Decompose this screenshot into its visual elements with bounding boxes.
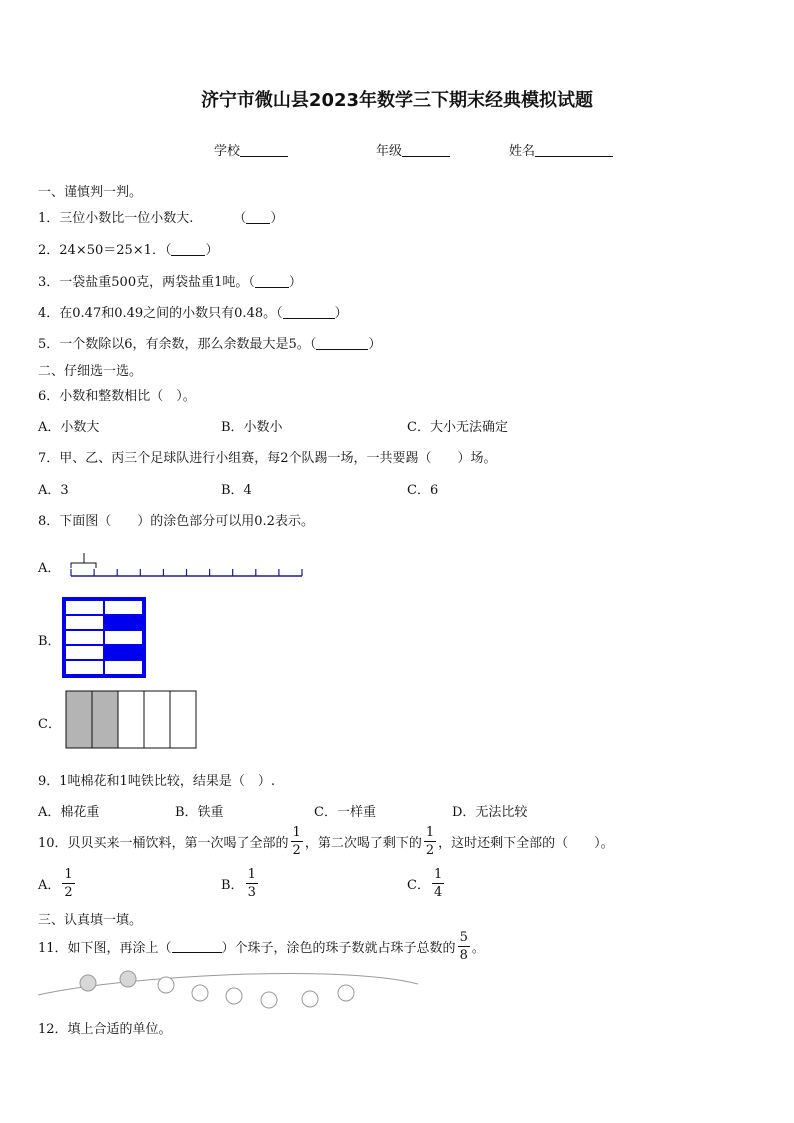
q4-text: 4．在0.47和0.49之间的小数只有0.48。（: [38, 306, 283, 321]
q11-fraction-den: 8: [459, 948, 468, 963]
grid-b-cell: [65, 645, 104, 660]
q8-option-b-label[interactable]: B．: [38, 634, 61, 649]
number-line-bracket: [71, 563, 96, 568]
bead: [261, 992, 277, 1008]
q11-fraction-num: 5: [459, 930, 468, 945]
grid-b-cell: [65, 615, 104, 630]
bar-c-part: [118, 691, 144, 748]
q9-option-c[interactable]: C．一样重: [314, 805, 376, 820]
q10-option-b-num: 1: [247, 867, 256, 882]
q10-option-b[interactable]: [221, 868, 260, 899]
question-12: 12．填上合适的单位。: [38, 1022, 172, 1037]
grid-b-cell: [104, 630, 143, 645]
bead: [192, 985, 208, 1001]
q10-option-b-den: 3: [247, 885, 256, 900]
grid-b-cell: [65, 660, 104, 675]
question-10: [38, 826, 614, 857]
school-label: 学校: [214, 144, 241, 159]
q10-text-2: ，第二次喝了剩下的: [304, 836, 422, 851]
bar-c-part: [144, 691, 170, 748]
q10-fraction-2-num: 1: [425, 825, 435, 840]
q4-answer-blank[interactable]: [283, 306, 335, 319]
school-field: [214, 140, 288, 159]
q1-answer-blank[interactable]: [246, 211, 270, 224]
name-field: [509, 140, 613, 159]
section-1-heading: 一、谨慎判一判。: [38, 185, 143, 200]
page-title: 济宁市微山县2023年数学三下期末经典模拟试题: [200, 90, 594, 111]
q11-fraction: [458, 931, 470, 962]
q6-option-a[interactable]: A．小数大: [38, 420, 100, 435]
q10-option-a-den: 2: [64, 885, 73, 900]
q1-text: 1．三位小数比一位小数大.: [38, 211, 194, 226]
q6-option-b[interactable]: B．小数小: [221, 420, 283, 435]
question-8: 8．下面图（ ）的涂色部分可以用0.2表示。: [38, 514, 314, 529]
q10-option-a[interactable]: [38, 868, 77, 899]
q7-option-c[interactable]: C．6: [407, 483, 439, 498]
bar-c-part: [92, 691, 118, 748]
bead: [226, 988, 242, 1004]
q11-text-3: 。: [471, 941, 485, 956]
q8-option-c-label[interactable]: C．: [38, 717, 61, 732]
q9-option-a[interactable]: A．棉花重: [38, 805, 100, 820]
bar-c-part: [170, 691, 196, 748]
bar-c-parts: [66, 691, 196, 748]
question-9: 9．1吨棉花和1吨铁比较，结果是（ ）.: [38, 774, 275, 789]
grid-b-cells: [64, 599, 145, 677]
q11-beads-figure: [36, 965, 420, 1015]
q9-option-b[interactable]: B．铁重: [175, 805, 224, 820]
q10-option-c[interactable]: [407, 868, 446, 899]
grid-b-cell: [65, 600, 104, 615]
q5-answer-blank[interactable]: [316, 337, 368, 350]
q5-text: 5．一个数除以6，有余数，那么余数最大是5。（: [38, 337, 317, 352]
q11-text-2: ）个珠子，涂色的珠子数就占珠子总数的: [221, 941, 456, 956]
q10-fraction-1: [291, 826, 303, 857]
q10-option-c-fraction: [432, 868, 444, 899]
grid-b-cell: [104, 600, 143, 615]
q10-fraction-2: [424, 826, 436, 857]
q10-text-1: 10．贝贝买来一桶饮料，第一次喝了全部的: [38, 836, 289, 851]
name-blank[interactable]: [535, 142, 613, 157]
q3-text: 3．一袋盐重500克，两袋盐重1吨。（: [38, 275, 255, 290]
bead: [80, 975, 96, 991]
number-line-ticks: [71, 569, 302, 576]
question-5: [38, 333, 381, 352]
grid-b-cell: [104, 615, 143, 630]
q11-answer-blank[interactable]: [172, 940, 222, 953]
q10-fraction-1-num: 1: [292, 825, 301, 840]
question-3: [38, 271, 302, 290]
q3-answer-blank[interactable]: [255, 275, 289, 288]
bead: [302, 991, 318, 1007]
section-2-heading: 二、仔细选一选。: [38, 364, 143, 379]
q8-option-a-label[interactable]: A．: [38, 561, 61, 576]
q10-fraction-1-den: 2: [292, 843, 301, 858]
q1-lp: （: [233, 211, 247, 226]
q10-option-a-label: A．: [38, 878, 61, 893]
q10-option-a-num: 1: [64, 867, 73, 882]
q10-text-3: ，这时还剩下全部的（ ）。: [438, 836, 614, 851]
q4-rp: ）: [334, 306, 348, 321]
q7-option-b[interactable]: B．4: [221, 483, 252, 498]
grid-b-cell: [104, 660, 143, 675]
question-4: [38, 302, 348, 321]
bead: [158, 977, 174, 993]
q9-option-d[interactable]: D．无法比较: [452, 805, 528, 820]
q2-text: 2．24×50＝25×1．（: [38, 243, 172, 258]
q5-rp: ）: [368, 337, 382, 352]
bar-c-part: [66, 691, 92, 748]
question-7: 7．甲、乙、丙三个足球队进行小组赛，每2个队踢一场，一共要踢（ ）场。: [38, 451, 497, 466]
name-label: 姓名: [509, 144, 536, 159]
bead: [120, 971, 136, 987]
question-2: [38, 239, 218, 258]
q1-rp: ）: [270, 211, 284, 226]
q10-fraction-2-den: 2: [425, 843, 435, 858]
beads: [80, 971, 354, 1008]
q8-figure-c-bar: [64, 690, 200, 750]
q10-option-c-num: 1: [433, 867, 443, 882]
q2-answer-blank[interactable]: [171, 243, 205, 256]
q3-rp: ）: [288, 275, 302, 290]
bead: [338, 985, 354, 1001]
grade-field: [376, 140, 450, 159]
q10-option-b-label: B．: [221, 878, 244, 893]
q6-option-c[interactable]: C．大小无法确定: [407, 420, 508, 435]
q11-text-1: 11．如下图，再涂上（: [38, 941, 172, 956]
q10-option-b-fraction: [246, 868, 258, 899]
school-blank[interactable]: [240, 142, 288, 157]
grid-b-cell: [104, 645, 143, 660]
section-3-heading: 三、认真填一填。: [38, 913, 143, 928]
q8-figure-b-grid: [62, 597, 146, 678]
question-1: [38, 207, 283, 226]
grade-blank[interactable]: [402, 142, 450, 157]
q10-option-c-label: C．: [407, 878, 430, 893]
q8-figure-a-number-line: [66, 546, 306, 582]
q2-rp: ）: [205, 243, 219, 258]
q10-option-c-den: 4: [433, 885, 443, 900]
question-6: 6．小数和整数相比（ ）。: [38, 389, 196, 404]
grade-label: 年级: [376, 144, 403, 159]
grid-b-cell: [65, 630, 104, 645]
q10-option-a-fraction: [62, 868, 74, 899]
question-11: [38, 931, 485, 962]
q7-option-a[interactable]: A．3: [38, 483, 69, 498]
